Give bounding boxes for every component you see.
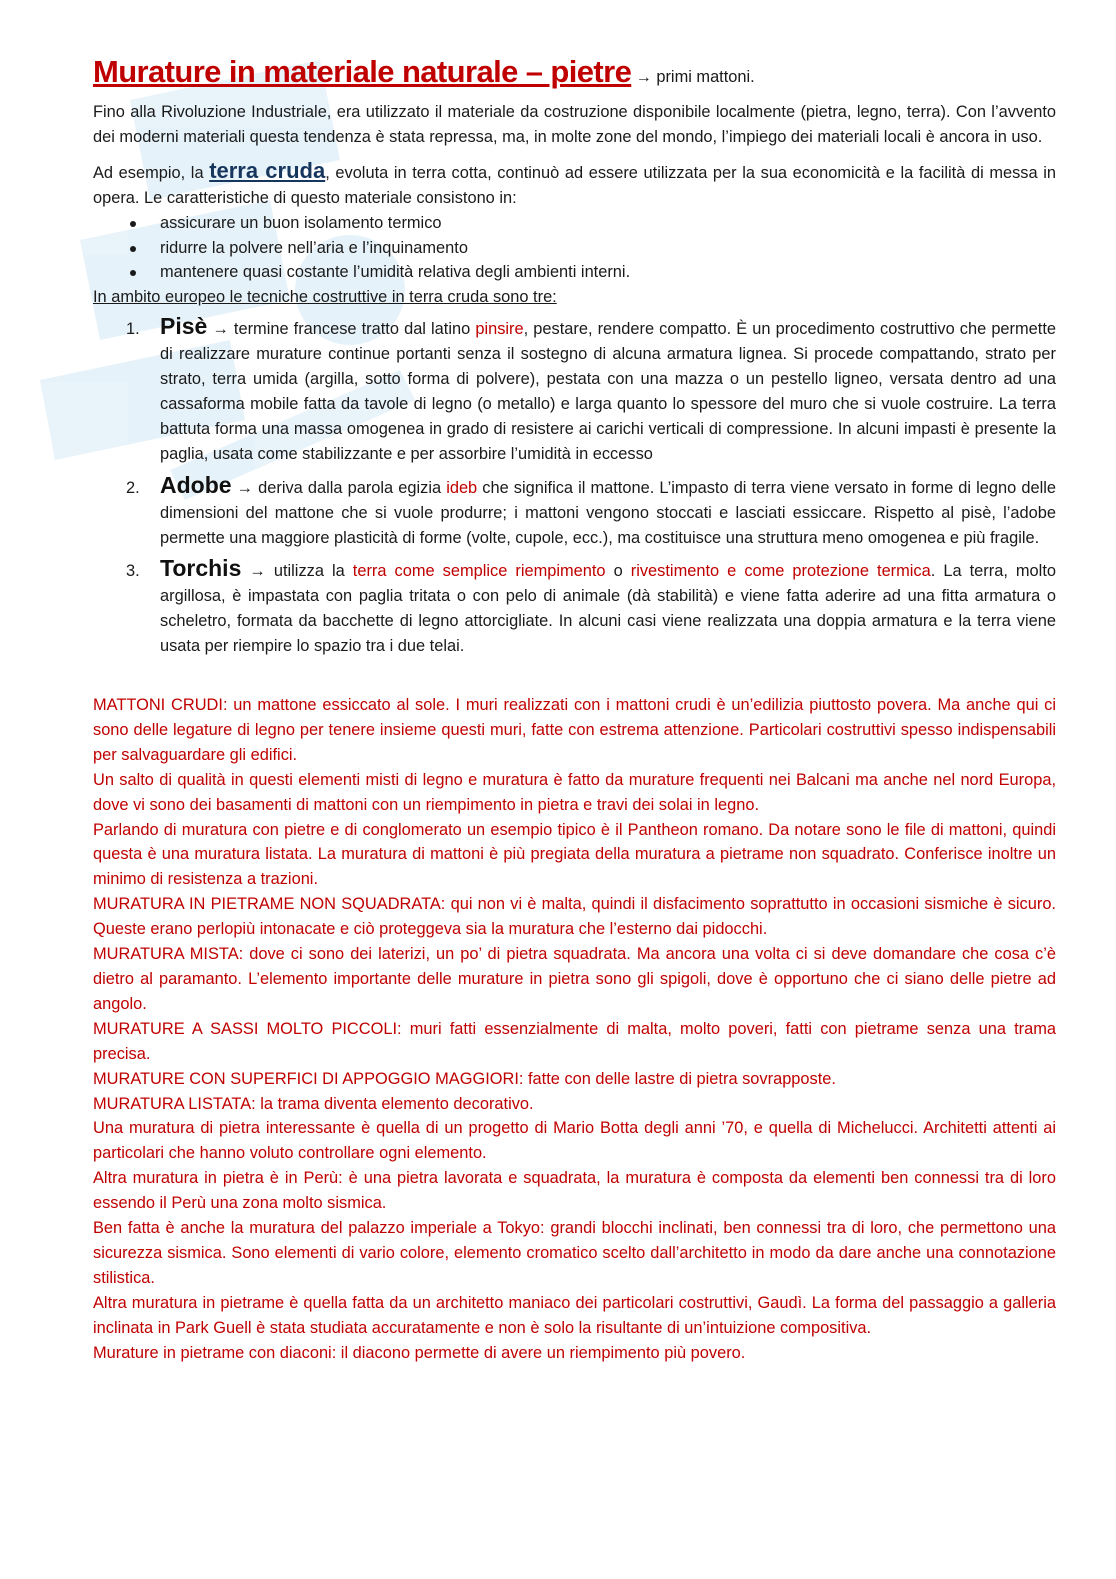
- list-number: 1.: [126, 320, 140, 339]
- list-number: 2.: [126, 478, 140, 497]
- techniques-list: [93, 314, 1056, 659]
- note-paragraph: MURATURE CON SUPERFICI DI APPOGGIO MAGGIORI: fatte con delle lastre di pietra sovrapposte.: [93, 1069, 836, 1088]
- highlight-term: rivestimento e come protezione termica: [630, 562, 931, 581]
- note-paragraph: Ben fatta è anche la muratura del palazzo imperiale a Tokyo: grandi blocchi inclinati, ben connessi tra di loro, che permettono una sicurezza sismica. Sono elementi di vario colore, elemento cromatico scelto dall’architetto in modo da dare anche una connotazione stilistica.: [93, 1219, 1056, 1287]
- list-number: 3.: [126, 562, 140, 581]
- note-paragraph: MURATURA LISTATA: la trama diventa elemento decorativo.: [93, 1094, 534, 1113]
- arrow-icon: →: [212, 320, 229, 339]
- technique-text: utilizza la: [265, 562, 353, 581]
- note-paragraph: Parlando di muratura con pietre e di conglomerato un esempio tipico è il Pantheon romano. Da notare sono le file di mattoni, quindi questa è una muratura listata. La muratura di mattoni è più pregiata della muratura a pietrame non squadrato. Conferisce inoltre un minimo di resistenza a trazioni.: [93, 820, 1056, 889]
- technique-text: deriva dalla parola egizia: [253, 478, 447, 497]
- characteristics-list: [93, 211, 1056, 286]
- technique-pise: [126, 313, 1056, 466]
- note-paragraph: Una muratura di pietra interessante è quella di un progetto di Mario Botta degli anni ’70, e quella di Michelucci. Architetti attenti ai particolari che hanno voluto controllare ogni elemento.: [93, 1119, 1056, 1163]
- note-paragraph: Altra muratura in pietra è in Perù: è una pietra lavorata e squadrata, la muratura è composta da elementi ben connessi tra di loro essendo il Perù una zona molto sismica.: [93, 1169, 1056, 1213]
- arrow-icon: →: [635, 69, 652, 86]
- arrow-icon: →: [236, 478, 254, 497]
- technique-adobe: [126, 471, 1056, 551]
- note-paragraph: MURATURE A SASSI MOLTO PICCOLI: muri fatti essenzialmente di malta, molto poveri, fatti con pietrame senza una trama precisa.: [93, 1019, 1056, 1063]
- technique-text: . La terra, molto argillosa, è impastata con paglia tritata o con pelo di animale (dà stabilità) e viene fatta aderire ad una fitta armatura o scheletro, formata da bacchette di legno attorcigliate. In alcuni casi viene realizzata una doppia armatura e la terra viene usata per riempire lo spazio tra i due telai.: [160, 562, 1056, 656]
- technique-name: Adobe: [160, 471, 232, 498]
- technique-text: termine francese tratto dal latino: [228, 320, 476, 339]
- highlight-term: ideb: [446, 478, 478, 497]
- note-paragraph: Un salto di qualità in questi elementi misti di legno e muratura è fatto da murature frequenti nei Balcani ma anche nel nord Europa, dove vi sono dei basamenti di mattoni con un riempimento in pietra e travi dei solai in legno.: [93, 770, 1056, 814]
- intro-paragraph: Fino alla Rivoluzione Industriale, era utilizzato il materiale da costruzione disponibile localmente (pietra, legno, terra). Con l’avvento dei moderni materiali questa tendenza è stata repressa, ma, in molte zone del mondo, l’impiego dei materiali locali è ancora in uso.: [93, 103, 1056, 146]
- list-item: ridurre la polvere nell’aria e l’inquinamento: [160, 236, 1056, 261]
- techniques-heading: In ambito europeo le tecniche costruttive in terra cruda sono tre:: [93, 288, 557, 307]
- technique-name: Torchis: [160, 555, 242, 582]
- technique-name: Pisè: [160, 313, 208, 340]
- technique-text: , pestare, rendere compatto. È un procedimento costruttivo che permette di realizzare murature continue portanti senza il sostegno di alcuna armatura lignea. Si procede compattando, strato per strato, terra umida (argilla, sotto forma di polvere), pestata con una mazza o un pestello ligneo, versata dentro ad una cassaforma mobile fatta da tavole di legno (o metallo) e larga quanto lo spessore del muro che si vuole costruire. La terra battuta forma una massa omogenea in grado di resistere ai carichi verticali di compressione. In alcuni impasti è presente la paglia, usata come stabilizzante e per assorbire l’umidità in eccesso: [160, 320, 1056, 463]
- title-suffix: primi mattoni.: [651, 68, 755, 86]
- note-paragraph: MATTONI CRUDI: un mattone essiccato al sole. I muri realizzati con i mattoni crudi è un’edilizia piuttosto povera. Ma anche qui ci sono delle legature di legno per tenere insieme questi muri, fatte con estrema attenzione. Particolari costruttivi spesso indispensabili per salvaguardare gli edifici.: [93, 696, 1056, 764]
- p2-before: Ad esempio, la: [93, 163, 210, 182]
- list-item: mantenere quasi costante l’umidità relativa degli ambienti interni.: [160, 260, 1056, 285]
- highlight-term: terra come semplice riempimento: [352, 562, 606, 581]
- note-paragraph: Altra muratura in pietrame è quella fatta da un architetto maniaco dei particolari costruttivi, Gaudì. La forma del passaggio a galleria inclinata in Park Guell è stata studiata accuratamente e non è solo la risultante di un’intuizione compositiva.: [93, 1293, 1056, 1337]
- list-item: assicurare un buon isolamento termico: [160, 211, 1056, 236]
- technique-torchis: [126, 555, 1056, 659]
- title-line: [93, 52, 1056, 98]
- document-page: [93, 52, 1056, 1366]
- technique-text: o: [605, 562, 631, 581]
- note-paragraph: MURATURA IN PIETRAME NON SQUADRATA: qui non vi è malta, quindi il disfacimento soprattutto in occasioni sismiche è sicuro. Queste erano perlopiù intonacate e ciò proteggeva sia la muratura che l’esterno dai pidocchi.: [93, 895, 1056, 939]
- terra-cruda-term: terra cruda: [209, 157, 326, 183]
- p2-after: , evoluta in terra cotta, continuò ad essere utilizzata per la sua economicità e la facilità di messa in opera. Le caratteristiche di questo materiale consistono in:: [93, 163, 1056, 207]
- technique-text: che significa il mattone. L’impasto di terra viene versato in forme di legno delle dimensioni del mattone che si vuole produrre; i mattoni vengono stoccati e lasciati essiccare. Rispetto al pisè, l’adobe permette una maggiore plasticità di forme (volte, cupole, ecc.), ma costituisce una struttura meno omogenea e più fragile.: [160, 478, 1056, 547]
- lecture-notes: [93, 693, 1056, 1365]
- highlight-term: pinsire: [475, 320, 524, 339]
- note-paragraph: MURATURA MISTA: dove ci sono dei laterizi, un po’ di pietra squadrata. Ma ancora una volta ci si deve domandare che cosa c’è dietro al paramanto. L’elemento importante delle murature in pietra sono gli spigoli, dove è opportuno che ci siano delle pietre ad angolo.: [93, 945, 1056, 1013]
- note-paragraph: Murature in pietrame con diaconi: il diacono permette di avere un riempimento più povero.: [93, 1343, 746, 1362]
- terra-cruda-paragraph: [93, 159, 1056, 211]
- arrow-icon: →: [249, 562, 266, 581]
- page-title: Murature in materiale naturale – pietre: [93, 54, 632, 89]
